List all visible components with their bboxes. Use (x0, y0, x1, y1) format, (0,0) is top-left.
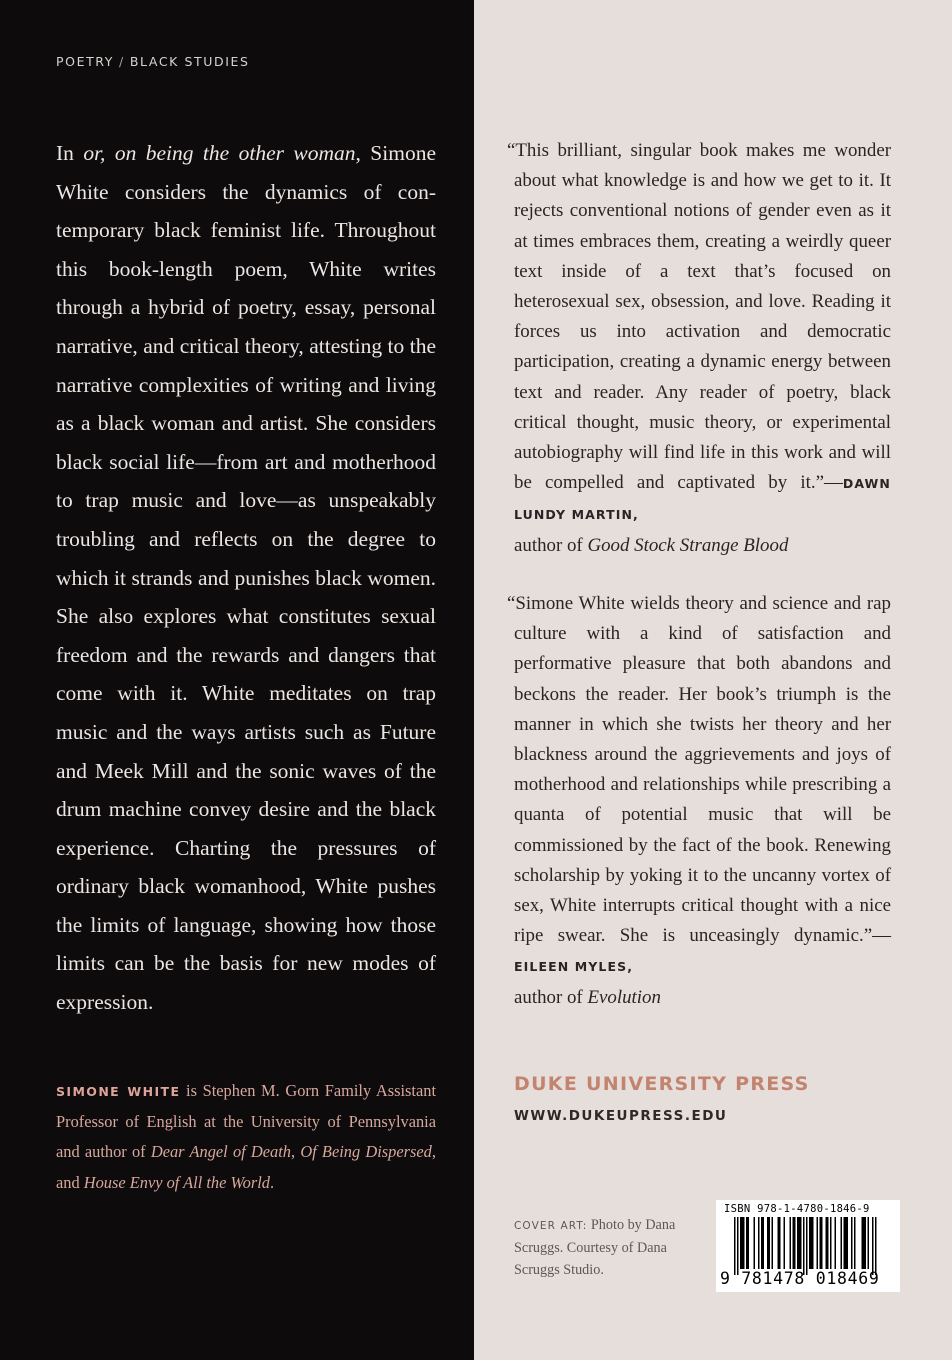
category-label (56, 54, 250, 69)
barcode-bar (743, 1217, 745, 1269)
isbn-barcode (716, 1200, 900, 1292)
publisher-website[interactable]: WWW.DUKEUPRESS.EDU (514, 1108, 728, 1124)
barcode-bar (737, 1217, 739, 1275)
barcode-bar (790, 1217, 792, 1269)
barcode-bar (868, 1217, 870, 1269)
barcode-bar (763, 1217, 765, 1269)
quote-text: “This brilliant, singular book makes me wonder about what knowledge is and how we get to it. It rejects conventional notions of gender even as it at times embraces them, creating a weirdly queer text inside of a text that’s focused on heterosexual sex, obsession, and love. Reading it forces us into activation and democratic participation, creating a dynamic energy between text and reader. Any reader of poetry, black critical thought, music theory, or experimental autobiography will find life in this work and will be compelled and captivated by it.”— (507, 140, 891, 494)
category-secondary: BLACK STUDIES (129, 54, 250, 69)
barcode-bar (820, 1217, 822, 1269)
barcode-bar (854, 1217, 856, 1269)
cover-art-credit (514, 1214, 684, 1281)
cover-art-text: Photo by Dana Scruggs. Courtesy of Dana Scruggs Studio. (514, 1217, 676, 1278)
barcode-bar (797, 1217, 799, 1269)
quote-author-book: Good Stock Strange Blood (587, 534, 789, 556)
barcode-bar (767, 1217, 769, 1269)
author-prefix: author of (514, 534, 588, 556)
description-body: , Simone White considers the dynamics of contemporary black feminist life. Throughout this book-length poem, White writes through a hybrid of poetry, essay, personal narrative, and critical theory, attesting to the narrative complexities of writing and living as a black woman and artist. She considers black social life—from art and motherhood to trap music and love—as unspeakably troubling and reflects on the degree to which it strands and punishes black women. She also explores what constitutes sexual freedom and the rewards and dangers that come with it. White meditates on trap music and the ways artists such as Future and Meek Mill and the sonic waves of the drum machine convey desire and the black experience. Charting the pressures of ordinary black womanhood, White pushes the limits of language, showing how those limits can be the basis for new modes of expression. (56, 141, 436, 1015)
bio-end: . (269, 1172, 275, 1192)
barcode-bar (851, 1217, 853, 1269)
barcode-bar (841, 1217, 843, 1269)
quote-text: “Simone White wields theory and science and rap culture with a kind of satisfaction and performative pleasure that both abandons and beckons the reader. Her book’s triumph is the manner in which she twists her theory and her blackness around the aggrievements and joys of motherhood and relationships while prescribing a quanta of potential music that will be commissioned by the fact of the book. Renewing scholarship by yoking it to the uncanny vortex of sex, White interrupts critical thought with a nice ripe swear. She is unceasingly dynamic.”— (507, 593, 891, 947)
quote-attribution: DAWN LUNDY MARTIN, (514, 476, 891, 523)
barcode-bar (862, 1217, 864, 1269)
author-name: SIMONE WHITE (56, 1084, 181, 1099)
bio-separator: , and (56, 1142, 436, 1192)
barcode-bar (827, 1217, 829, 1269)
barcode-bar (830, 1217, 832, 1269)
barcode-bar (806, 1217, 808, 1275)
barcode-bar (865, 1217, 867, 1269)
cover-art-label: COVER ART: (514, 1220, 588, 1232)
barcode-bar (875, 1217, 877, 1275)
barcode-bar (811, 1217, 813, 1269)
quote-author-line (514, 531, 891, 561)
description-intro: In (56, 141, 84, 165)
blurb-quote-2 (507, 589, 891, 1013)
barcode-bar (821, 1217, 823, 1269)
barcode-bar (872, 1217, 874, 1275)
barcode-bar (740, 1217, 742, 1269)
barcode-bar (800, 1217, 802, 1269)
barcode-bar (826, 1217, 828, 1269)
barcode-bar (817, 1217, 819, 1269)
barcode-bar (794, 1217, 796, 1269)
blurb-quote-1 (507, 136, 891, 561)
barcode-bar (803, 1217, 805, 1275)
isbn-label: ISBN 978-1-4780-1846-9 (724, 1203, 870, 1215)
bio-book-3: House Envy of All the World (83, 1172, 270, 1192)
barcode-bar (742, 1217, 744, 1269)
category-primary: POETRY (56, 54, 115, 69)
quote-attribution: EILEEN MYLES, (514, 959, 634, 975)
category-separator: / (119, 54, 125, 69)
barcode-bar (778, 1217, 780, 1269)
barcode-bar (784, 1217, 786, 1269)
barcode-bar (863, 1217, 865, 1269)
barcode-bar (758, 1217, 760, 1269)
quote-author-book: Evolution (587, 986, 661, 1008)
barcode-bar (835, 1217, 837, 1269)
barcode-bar (748, 1217, 750, 1269)
barcode-bar (793, 1217, 795, 1269)
book-description (56, 134, 436, 1022)
barcode-bar (772, 1217, 774, 1269)
barcode-bar (734, 1217, 736, 1275)
quote-author-line (514, 983, 891, 1013)
barcode-bar (746, 1217, 748, 1269)
publisher-name: DUKE UNIVERSITY PRESS (514, 1073, 810, 1095)
barcode-bar (799, 1217, 801, 1269)
barcode-bar (845, 1217, 847, 1269)
barcode-bar (769, 1217, 771, 1269)
barcode-bar (812, 1217, 814, 1269)
barcode-bar (754, 1217, 756, 1269)
book-title: or, on being the other woman (83, 141, 356, 165)
barcode-bar (761, 1217, 763, 1269)
bio-book-2: Of Being Dispersed (300, 1142, 432, 1162)
barcode-digits: 9 781478 018469 (720, 1269, 880, 1288)
bio-separator: , (290, 1142, 301, 1162)
barcode-bar (779, 1217, 781, 1269)
bio-book-1: Dear Angel of Death (150, 1142, 291, 1162)
author-bio (56, 1076, 436, 1198)
barcode-bar (844, 1217, 846, 1269)
barcode-bar (847, 1217, 849, 1269)
barcode-bar (809, 1217, 811, 1269)
bio-text: is Stephen M. Gorn Family Assistant Professor of English at the University of Pennsylvania and author of (56, 1081, 436, 1162)
author-prefix: author of (514, 986, 588, 1008)
